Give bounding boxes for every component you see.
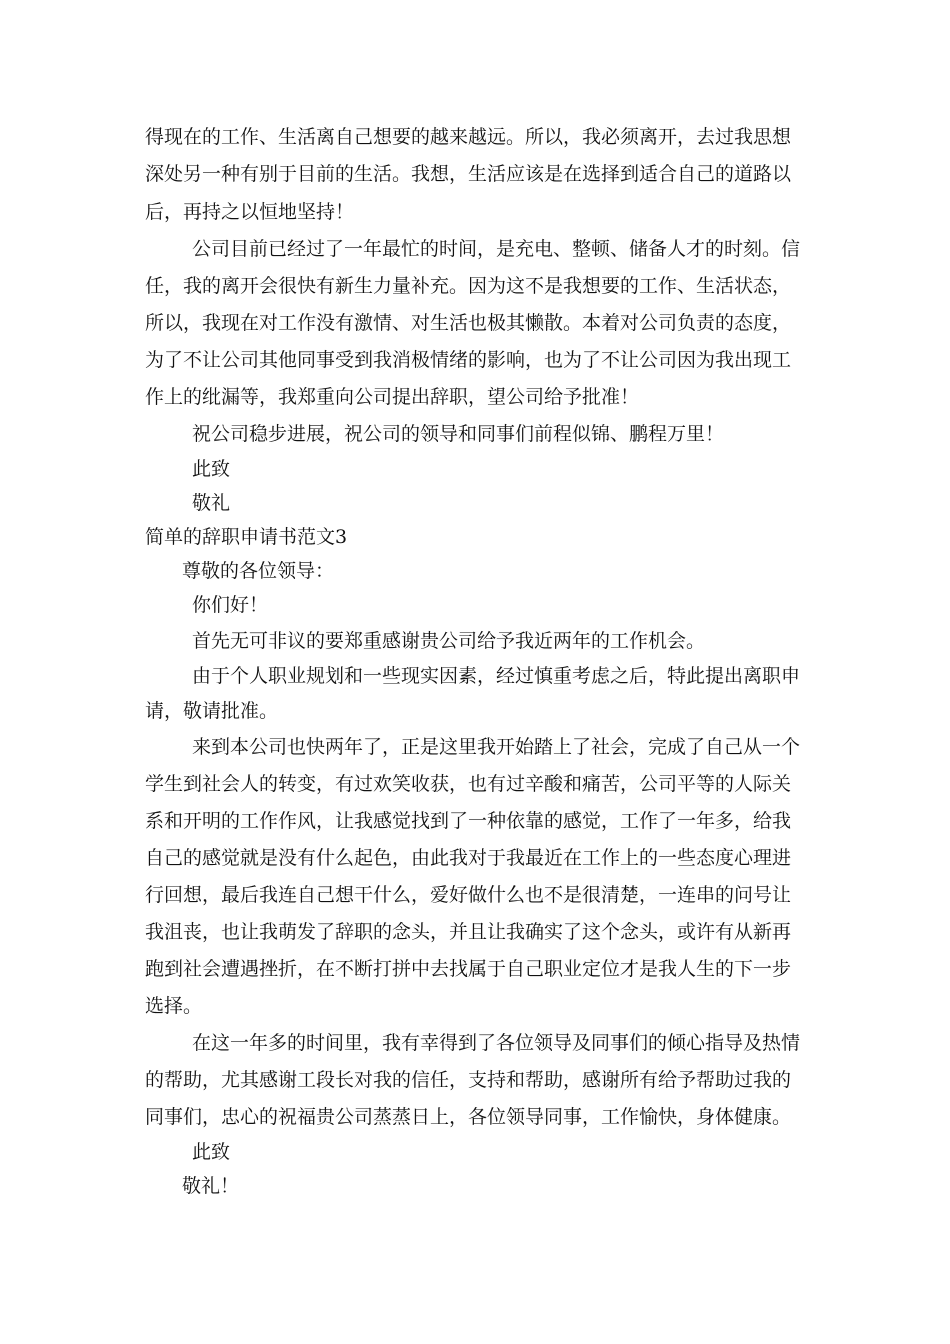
- text-line: 深处另一种有别于目前的生活。我想，生活应该是在选择到适合自己的道路以: [145, 163, 792, 185]
- text-line: 任，我的离开会很快有新生力量补充。因为这不是我想要的工作、生活状态，: [145, 275, 792, 297]
- closing-regards: 敬礼: [192, 492, 231, 514]
- text-line: 的帮助，尤其感谢工段长对我的信任，支持和帮助，感谢所有给予帮助过我的: [145, 1069, 792, 1091]
- text-line: 选择。: [145, 995, 203, 1017]
- text-line: 我沮丧，也让我萌发了辞职的念头，并且让我确实了这个念头，或许有从新再: [145, 921, 792, 943]
- text-line: 在这一年多的时间里，我有幸得到了各位领导及同事们的倾心指导及热情: [192, 1032, 801, 1054]
- text-line: 后，再持之以恒地坚持！: [145, 201, 355, 223]
- text-line: 请，敬请批准。: [145, 700, 279, 722]
- closing-salutation: 此致: [192, 1141, 231, 1163]
- text-line: 同事们，忠心的祝福贵公司蒸蒸日上，各位领导同事，工作愉快，身体健康。: [145, 1106, 792, 1128]
- text-line: 所以，我现在对工作没有激情、对生活也极其懒散。本着对公司负责的态度，: [145, 312, 792, 334]
- text-line: 公司目前已经过了一年最忙的时间，是充电、整顿、储备人才的时刻。信: [192, 238, 801, 260]
- text-line: 自己的感觉就是没有什么起色，由此我对于我最近在工作上的一些态度心理进: [145, 847, 792, 869]
- text-line: 你们好！: [192, 594, 269, 616]
- section-title: 简单的辞职申请书范文3: [145, 526, 348, 548]
- text-line: 跑到社会遭遇挫折，在不断打拼中去找属于自己职业定位才是我人生的下一步: [145, 958, 792, 980]
- text-line: 祝公司稳步进展，祝公司的领导和同事们前程似锦、鹏程万里！: [192, 423, 725, 445]
- text-line: 作上的纰漏等，我郑重向公司提出辞职，望公司给予批准！: [145, 386, 640, 408]
- text-line: 由于个人职业规划和一些现实因素，经过慎重考虑之后，特此提出离职申: [192, 665, 801, 687]
- text-line: 为了不让公司其他同事受到我消极情绪的影响，也为了不让公司因为我出现工: [145, 349, 792, 371]
- closing-regards: 敬礼！: [182, 1175, 240, 1197]
- greeting: 尊敬的各位领导：: [182, 560, 335, 582]
- text-line: 系和开明的工作作风，让我感觉找到了一种依靠的感觉，工作了一年多，给我: [145, 810, 792, 832]
- text-line: 行回想，最后我连自己想干什么，爱好做什么也不是很清楚，一连串的问号让: [145, 884, 792, 906]
- closing-salutation: 此致: [192, 458, 231, 480]
- text-line: 得现在的工作、生活离自己想要的越来越远。所以，我必须离开，去过我思想: [145, 126, 792, 148]
- text-line: 来到本公司也快两年了，正是这里我开始踏上了社会，完成了自己从一个: [192, 736, 801, 758]
- text-line: 首先无可非议的要郑重感谢贵公司给予我近两年的工作机会。: [192, 630, 706, 652]
- text-line: 学生到社会人的转变，有过欢笑收获，也有过辛酸和痛苦，公司平等的人际关: [145, 773, 792, 795]
